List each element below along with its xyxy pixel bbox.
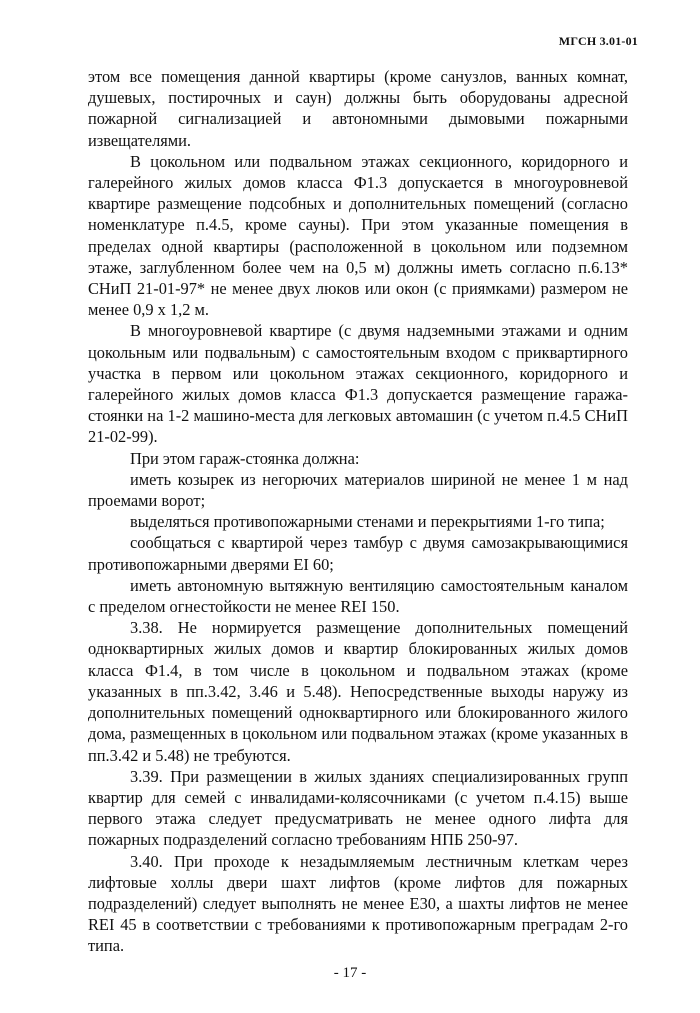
clause-3-38: 3.38. Не нормируется размещение дополнительных помещений одноквартирных жилых домов и квартир блокированных жилых домов класса Ф1.4, в том числе в цокольном и подвальном этажах (кроме указанных в пп.3.42, 3.46 и 5.48). Непосредственные выходы наружу из дополнительных помещений одноквартирного или блокированного жилого дома, размещенных в цокольном или подвальном этажах (кроме указанных в пп.3.42 и 5.48) не требуются. [88, 618, 628, 765]
list-item-fire-walls: выделяться противопожарными стенами и перекрытиями 1-го типа; [130, 512, 605, 532]
list-item-canopy: иметь козырек из негорючих материалов шириной не менее 1 м над проемами ворот; [88, 469, 628, 511]
list-item-ventilation: иметь автономную вытяжную вентиляцию самостоятельным каналом с пределом огнестойкости не менее REI 150. [88, 575, 628, 617]
document-body [88, 66, 628, 957]
paragraph-basement-rooms: В цокольном или подвальном этажах секционного, коридорного и галерейного жилых домов класса Ф1.3 допускается в многоуровневой квартире размещение подсобных и дополнительных помещений (согласно номенклатуре п.4.5, кроме сауны). При этом указанные помещения в пределах одной квартиры (расположенной в цокольном или подземном этаже, заглубленном более чем на 0,5 м) должны иметь согласно п.6.13* СНиП 21-01-97* не менее двух люков или окон (с приямками) размером не менее 0,9 х 1,2 м. [88, 151, 628, 320]
clause-3-40: 3.40. При проходе к незадымляемым лестничным клеткам через лифтовые холлы двери шахт лифтов (кроме лифтов для пожарных подразделений) следует выполнять не менее Е30, а шахты лифтов не менее REI 45 в соответствии с требованиями к противопожарным преградам 2-го типа. [88, 851, 628, 956]
list-item-vestibule: сообщаться с квартирой через тамбур с двумя самозакрывающимися противопожарными дверями EI 60; [88, 533, 628, 574]
paragraph-garage-requirements-intro: При этом гараж-стоянка должна: [130, 448, 360, 468]
paragraph-garage-placement: В многоуровневой квартире (с двумя надземными этажами и одним цокольным или подвальным) с самостоятельным входом с приквартирного участка в первом или цокольном этажах секционного, коридорного и галерейного жилых домов класса Ф1.3 допускается размещение гаража-стоянки на 1-2 машино-места для легковых автомашин (с учетом п.4.5 СНиП 21-02-99). [88, 321, 628, 447]
clause-3-39: 3.39. При размещении в жилых зданиях специализированных групп квартир для семей с инвалидами-колясочниками (с учетом п.4.15) выше первого этажа следует предусматривать не менее одного лифта для пожарных подразделений согласно требованиям НПБ 250-97. [88, 766, 628, 850]
paragraph-continuation: этом все помещения данной квартиры (кроме санузлов, ванных комнат, душевых, постирочных и саун) должны быть оборудованы адресной пожарной сигнализацией и автономными дымовыми пожарными извещателями. [88, 67, 628, 150]
page-number: - 17 - [333, 965, 367, 981]
document-code: МГСН 3.01-01 [558, 34, 638, 48]
